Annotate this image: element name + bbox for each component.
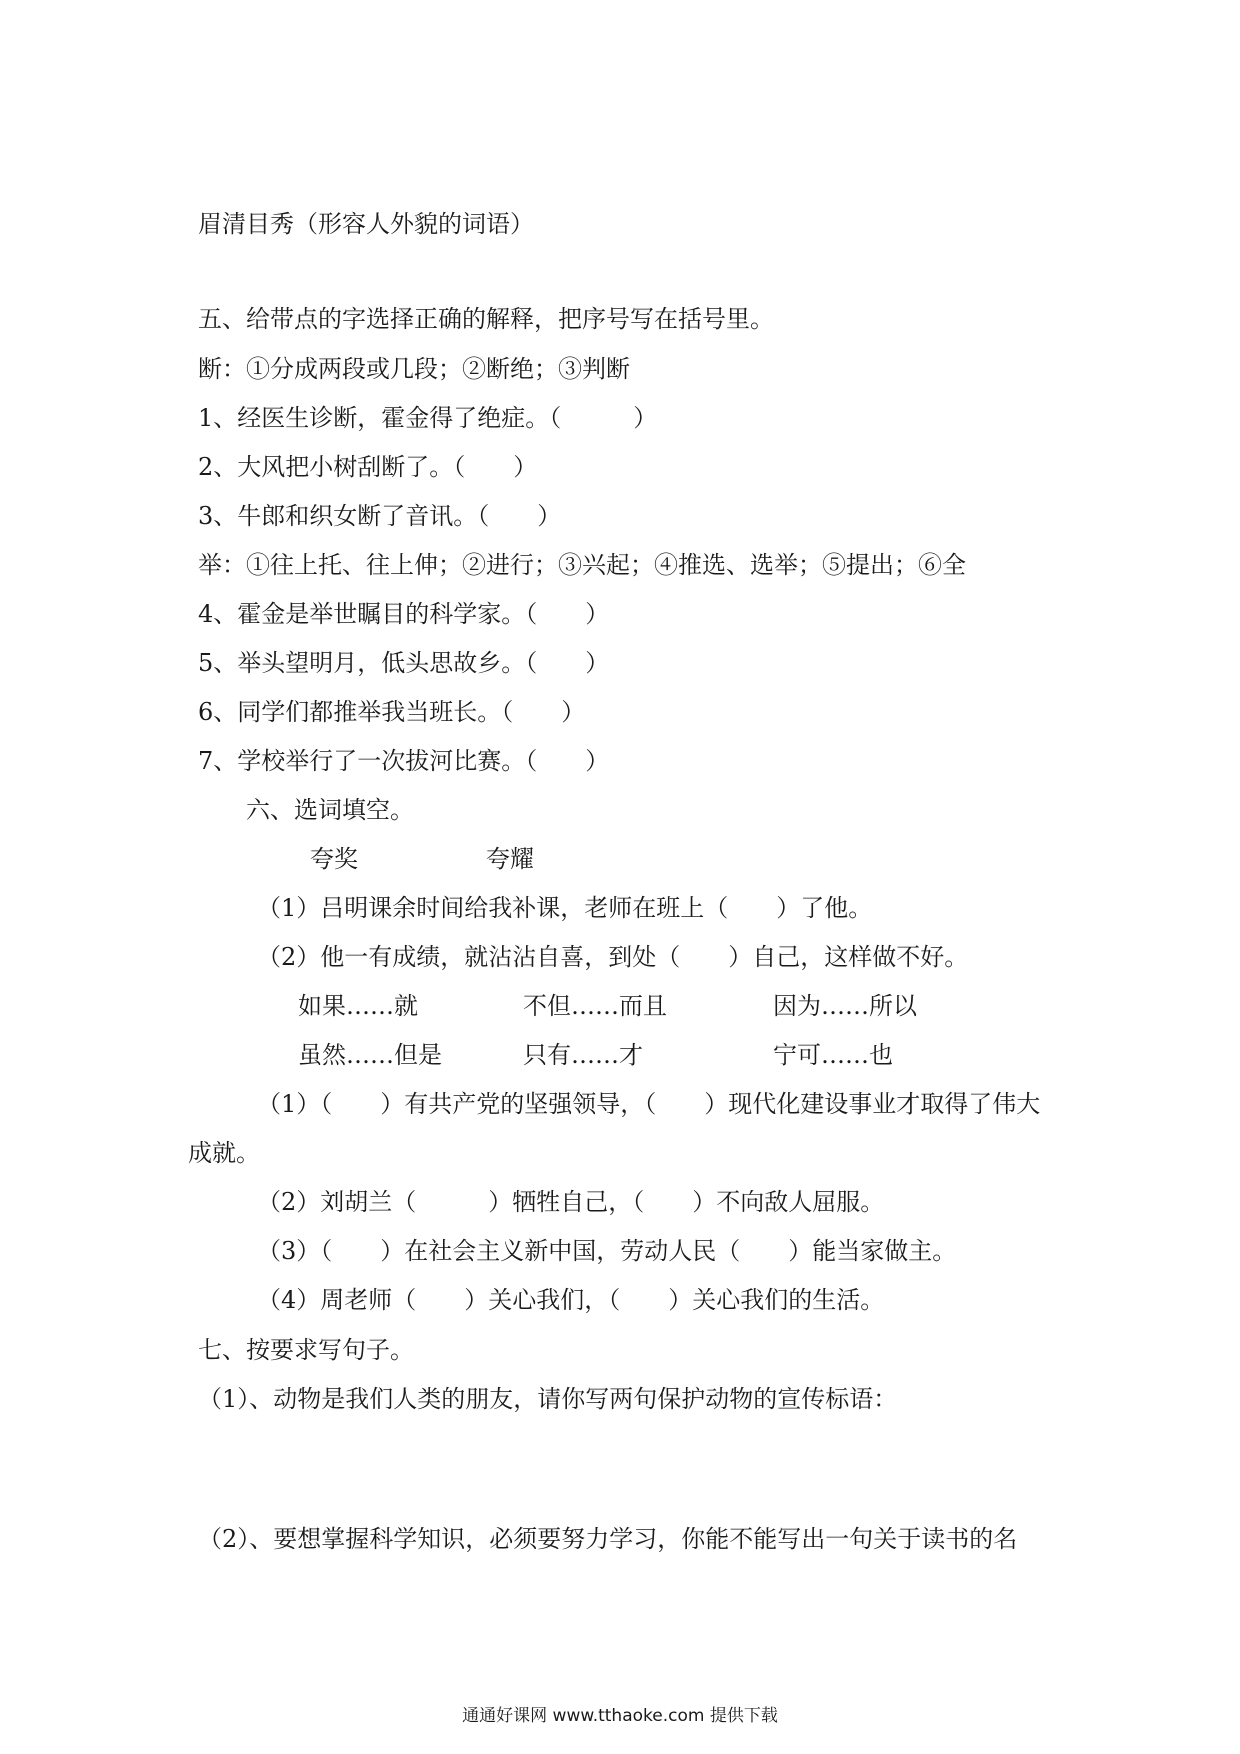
question-6: 6、同学们都推举我当班长。（ ） [198,698,586,726]
fill-sentence-1: （1）吕明课余时间给我补课，老师在班上（ ）了他。 [257,894,873,922]
conjunction-sentence-1-cont: 成就。 [188,1139,260,1167]
writing-prompt-2: （2）、要想掌握科学知识，必须要努力学习，你能不能写出一句关于读书的名 [198,1525,1018,1553]
conjunction-sentence-1: （1）（ ）有共产党的坚强领导，（ ）现代化建设事业才取得了伟大 [257,1090,1041,1118]
word-option-a: 夸奖 [310,845,358,873]
word-option-b: 夸耀 [486,845,534,873]
idiom-line: 眉清目秀（形容人外貌的词语） [198,210,534,238]
question-1: 1、经医生诊断，霍金得了绝症。（ ） [198,404,658,432]
section-5-heading: 五、给带点的字选择正确的解释，把序号写在括号里。 [198,305,774,333]
conjunction-pair-6: 宁可……也 [773,1041,893,1069]
question-3: 3、牛郎和织女断了音讯。（ ） [198,502,562,530]
section-6-heading: 六、选词填空。 [246,796,414,824]
conjunction-pair-2: 不但……而且 [523,992,667,1020]
ju-definitions: 举：①往上托、往上伸；②进行；③兴起；④推选、选举；⑤提出；⑥全 [198,551,966,579]
conjunction-pair-4: 虽然……但是 [298,1041,442,1069]
duan-definitions: 断：①分成两段或几段；②断绝；③判断 [198,355,630,383]
question-4: 4、霍金是举世瞩目的科学家。（ ） [198,600,610,628]
footer-credit: 通通好课网 www.tthaoke.com 提供下载 [462,1706,778,1726]
conjunction-pair-3: 因为……所以 [773,992,917,1020]
question-5: 5、举头望明月，低头思故乡。（ ） [198,649,610,677]
fill-sentence-2: （2）他一有成绩，就沾沾自喜，到处（ ）自己，这样做不好。 [257,943,969,971]
writing-prompt-1: （1）、动物是我们人类的朋友，请你写两句保护动物的宣传标语： [198,1385,898,1413]
question-2: 2、大风把小树刮断了。（ ） [198,453,538,481]
conjunction-sentence-3: （3）（ ）在社会主义新中国，劳动人民（ ）能当家做主。 [257,1237,957,1265]
section-7-heading: 七、按要求写句子。 [198,1336,414,1364]
question-7: 7、学校举行了一次拔河比赛。（ ） [198,747,610,775]
conjunction-pair-1: 如果……就 [298,992,418,1020]
conjunction-pair-5: 只有……才 [523,1041,643,1069]
conjunction-sentence-2: （2）刘胡兰（ ）牺牲自己，（ ）不向敌人屈服。 [257,1188,885,1216]
conjunction-sentence-4: （4）周老师（ ）关心我们，（ ）关心我们的生活。 [257,1286,885,1314]
